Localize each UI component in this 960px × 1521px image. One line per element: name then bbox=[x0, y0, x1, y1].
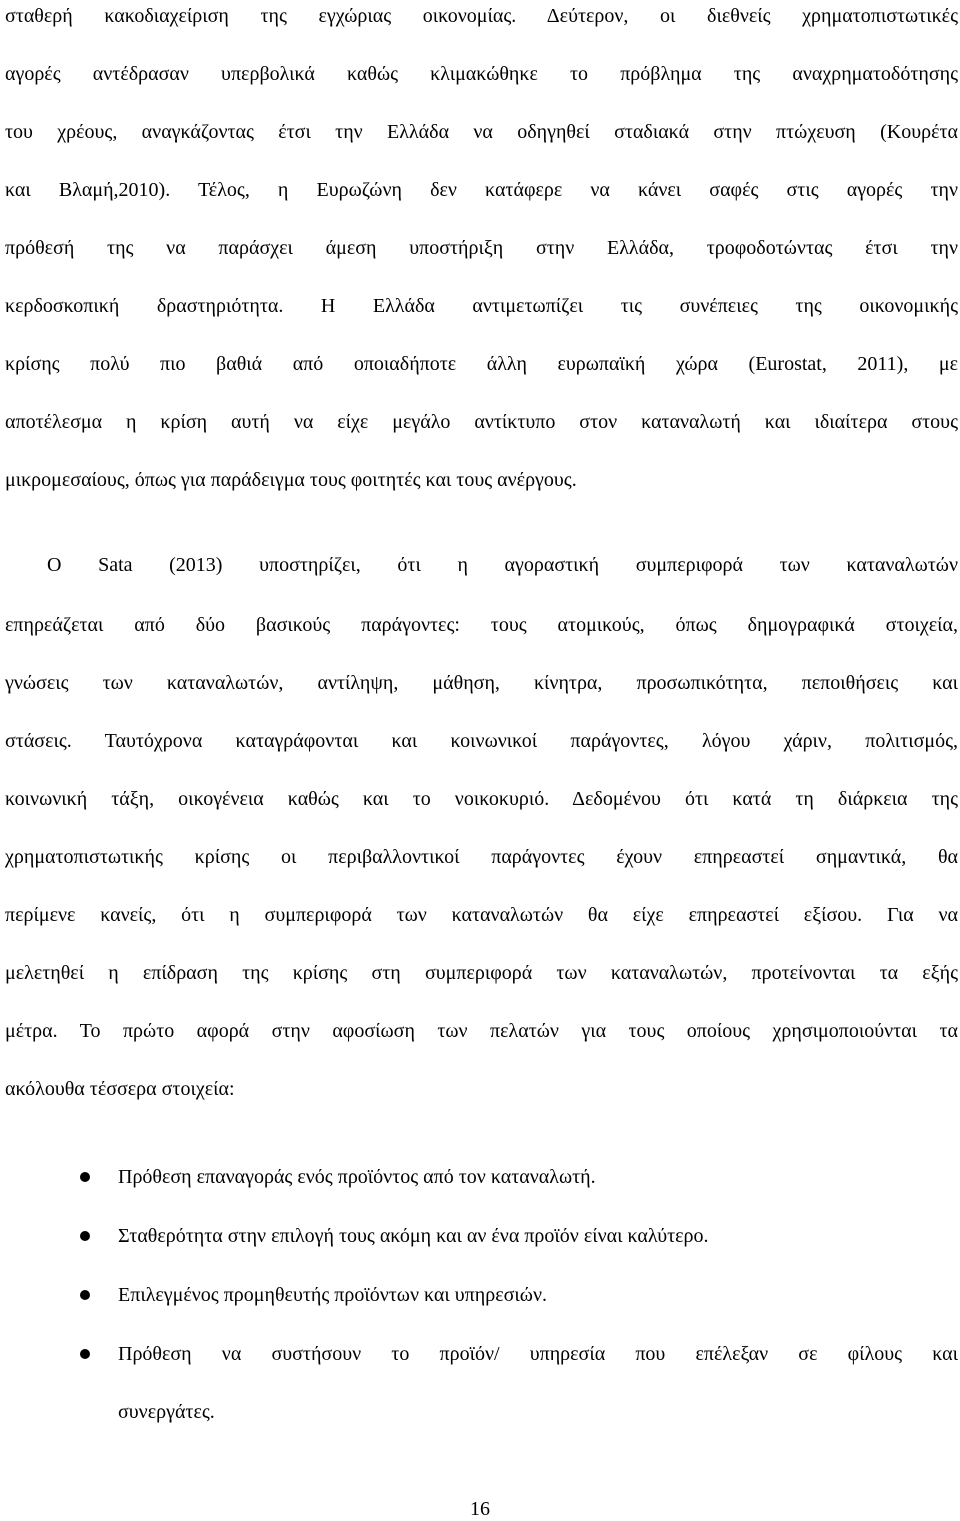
text-line: και Βλαμή,2010). Τέλος, η Ευρωζώνη δεν κατάφερε να κάνει σαφές στις αγορές την bbox=[5, 179, 958, 201]
bullet-dot-icon bbox=[80, 1349, 90, 1359]
list-item: Επιλεγμένος προμηθευτής προϊόντων και υπηρεσιών. bbox=[118, 1284, 547, 1306]
text-line: ακόλουθα τέσσερα στοιχεία: bbox=[5, 1078, 235, 1100]
text-line: Ο Sata (2013) υποστηρίζει, ότι η αγοραστική συμπεριφορά των καταναλωτών bbox=[47, 554, 958, 576]
text-line: αποτέλεσμα η κρίση αυτή να είχε μεγάλο αντίκτυπο στον καταναλωτή και ιδιαίτερα στους bbox=[5, 411, 958, 433]
text-line: μελετηθεί η επίδραση της κρίσης στη συμπεριφορά των καταναλωτών, προτείνονται τα εξής bbox=[5, 962, 958, 984]
text-line: επηρεάζεται από δύο βασικούς παράγοντες: τους ατομικούς, όπως δημογραφικά στοιχεία, bbox=[5, 614, 958, 636]
bullet-dot-icon bbox=[80, 1231, 90, 1241]
text-line: στάσεις. Ταυτόχρονα καταγράφονται και κοινωνικοί παράγοντες, λόγου χάριν, πολιτισμός, bbox=[5, 730, 958, 752]
text-line: κερδοσκοπική δραστηριότητα. Η Ελλάδα αντιμετωπίζει τις συνέπειες της οικονομικής bbox=[5, 295, 958, 317]
text-line: σταθερή κακοδιαχείριση της εγχώριας οικονομίας. Δεύτερον, οι διεθνείς χρηματοπιστωτικές bbox=[5, 5, 958, 27]
text-line: κρίσης πολύ πιο βαθιά από οποιαδήποτε άλλη ευρωπαϊκή χώρα (Eurostat, 2011), με bbox=[5, 353, 958, 375]
text-line: μικρομεσαίους, όπως για παράδειγμα τους φοιτητές και τους ανέργους. bbox=[5, 469, 577, 491]
page-number: 16 bbox=[470, 1498, 490, 1520]
list-item: Σταθερότητα στην επιλογή τους ακόμη και αν ένα προϊόν είναι καλύτερο. bbox=[118, 1225, 709, 1247]
list-item-continuation: συνεργάτες. bbox=[118, 1401, 215, 1423]
bullet-dot-icon bbox=[80, 1290, 90, 1300]
list-item: Πρόθεση επαναγοράς ενός προϊόντος από τον καταναλωτή. bbox=[118, 1166, 596, 1188]
bullet-dot-icon bbox=[80, 1172, 90, 1182]
text-line: μέτρα. Το πρώτο αφορά στην αφοσίωση των πελατών για τους οποίους χρησιμοποιούνται τα bbox=[5, 1020, 958, 1042]
text-line: του χρέους, αναγκάζοντας έτσι την Ελλάδα να οδηγηθεί σταδιακά στην πτώχευση (Κουρέτα bbox=[5, 121, 958, 143]
text-line: αγορές αντέδρασαν υπερβολικά καθώς κλιμακώθηκε το πρόβλημα της αναχρηματοδότησης bbox=[5, 63, 958, 85]
text-line: περίμενε κανείς, ότι η συμπεριφορά των καταναλωτών θα είχε επηρεαστεί εξίσου. Για να bbox=[5, 904, 958, 926]
text-line: χρηματοπιστωτικής κρίσης οι περιβαλλοντικοί παράγοντες έχουν επηρεαστεί σημαντικά, θα bbox=[5, 846, 958, 868]
text-line: κοινωνική τάξη, οικογένεια καθώς και το νοικοκυριό. Δεδομένου ότι κατά τη διάρκεια της bbox=[5, 788, 958, 810]
list-item: Πρόθεση να συστήσουν το προϊόν/ υπηρεσία που επέλεξαν σε φίλους και bbox=[118, 1343, 958, 1365]
text-line: γνώσεις των καταναλωτών, αντίληψη, μάθηση, κίνητρα, προσωπικότητα, πεποιθήσεις και bbox=[5, 672, 958, 694]
text-line: πρόθεσή της να παράσχει άμεση υποστήριξη στην Ελλάδα, τροφοδοτώντας έτσι την bbox=[5, 237, 958, 259]
